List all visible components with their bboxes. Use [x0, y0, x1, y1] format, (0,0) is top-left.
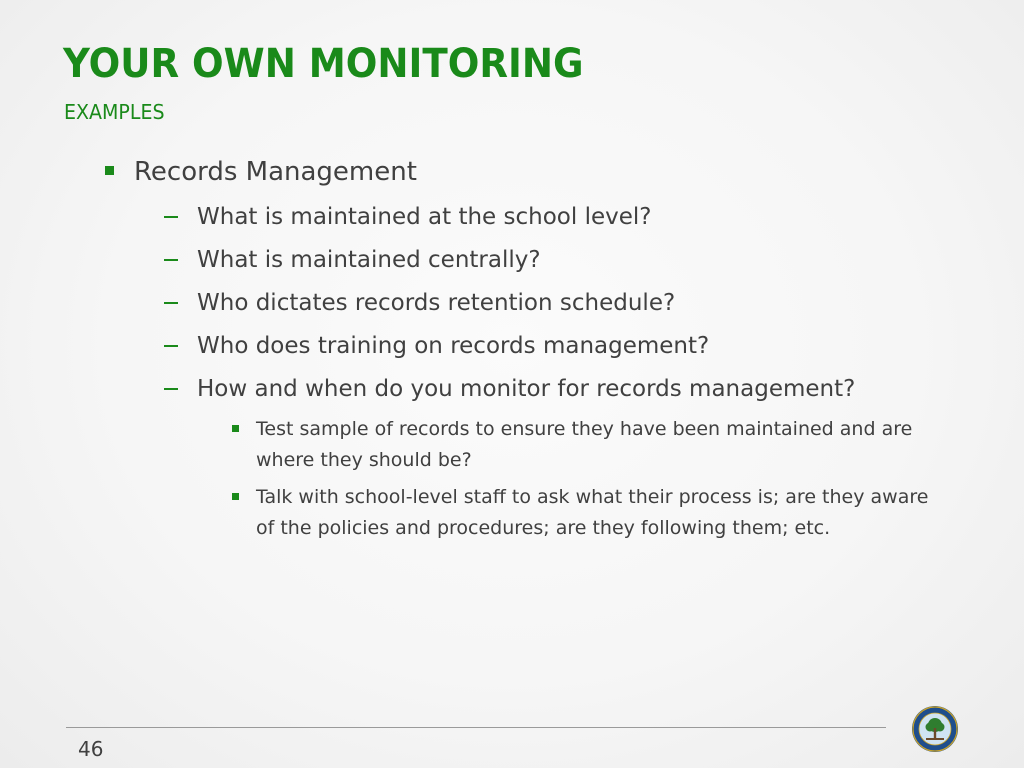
department-seal-icon — [911, 705, 959, 753]
square-bullet-icon — [232, 425, 239, 432]
square-bullet-icon — [105, 166, 114, 175]
square-bullet-icon — [232, 493, 239, 500]
dash-bullet-icon — [164, 345, 178, 347]
dash-bullet-icon — [164, 302, 178, 304]
bullet-level2 — [164, 288, 675, 318]
bullet-text: Who dictates records retention schedule? — [197, 290, 676, 316]
bullet-level2 — [164, 331, 709, 361]
bullet-text: Who does training on records management? — [197, 333, 710, 359]
bullet-text: Test sample of records to ensure they have been maintained and are where they should be? — [256, 418, 913, 471]
bullet-level3 — [232, 482, 952, 544]
bullet-level1 — [105, 155, 417, 189]
bullet-text: Talk with school-level staff to ask what their process is; are they aware of the policies and procedures; are they following them; etc. — [256, 486, 929, 539]
bullet-level2 — [164, 202, 651, 232]
dash-bullet-icon — [164, 388, 178, 390]
page-number: 46 — [78, 737, 104, 761]
bullet-level2 — [164, 374, 855, 404]
bullet-text: How and when do you monitor for records management? — [197, 376, 856, 402]
slide-subtitle: EXAMPLES — [64, 100, 165, 124]
bullet-text: What is maintained centrally? — [197, 247, 541, 273]
dash-bullet-icon — [164, 259, 178, 261]
dash-bullet-icon — [164, 216, 178, 218]
slide-title: YOUR OWN MONITORING — [63, 41, 584, 87]
bullet-text: What is maintained at the school level? — [197, 204, 652, 230]
bullet-level3 — [232, 414, 952, 476]
bullet-level2 — [164, 245, 541, 275]
bullet-text: Records Management — [134, 157, 417, 187]
footer-divider — [66, 727, 886, 728]
